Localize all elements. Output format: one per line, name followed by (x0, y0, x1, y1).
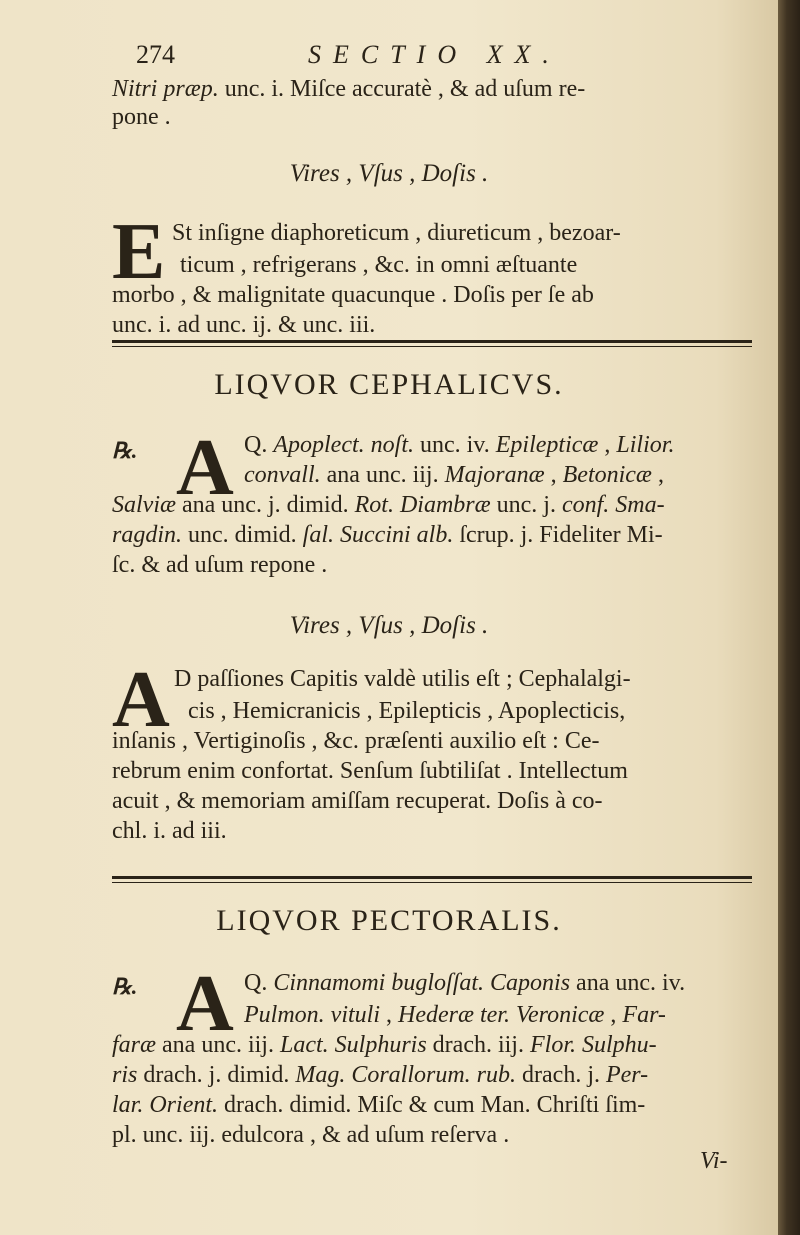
recipe1-line-3: Salviæ ana unc. j. dimid. Rot. Diambræ unc. j. conf. Sma- (112, 492, 665, 518)
recipe1-line-2: convall. ana unc. iij. Majoranæ , Betonicæ , (244, 462, 664, 488)
catchword: Vi- (700, 1148, 728, 1174)
recipe2-line-4: ris drach. j. dimid. Mag. Corallorum. rub. drach. j. Per- (112, 1062, 649, 1088)
recipe1-text-line-2: cis , Hemicranicis , Epilepticis , Apoplecticis, (188, 698, 626, 724)
intro-line-2: pone . (112, 104, 171, 130)
intro-line-1: Nitri præp. unc. i. Miſce accuratè , & ad uſum re- (112, 76, 586, 102)
recipe2-line-1: Q. Cinnamomi bugloſſat. Caponis ana unc. iv. (244, 970, 686, 996)
recipe1-line-1: Q. Apoplect. noſt. unc. iv. Epilepticæ , Lilior. (244, 432, 675, 458)
recipe2-line-6: pl. unc. iij. edulcora , & ad uſum reſerva . (112, 1122, 510, 1148)
recipe2-line-3: faræ ana unc. iij. Lact. Sulphuris drach. iij. Flor. Sulphu- (112, 1032, 657, 1058)
recipe1-line-4: ragdin. unc. dimid. ſal. Succini alb. ſcrup. j. Fideliter Mi- (112, 522, 663, 548)
section-rule-1 (112, 340, 752, 343)
recipe1-text-line-6: chl. i. ad iii. (112, 818, 227, 844)
recipe1-text-line-4: rebrum enim confortat. Senſum ſubtiliſat . Intellectum (112, 758, 628, 784)
recipe2-line-5: lar. Orient. drach. dimid. Miſc & cum Man. Chriſti ſim- (112, 1092, 646, 1118)
recipe1-text-dropcap: A (112, 656, 170, 744)
section1-subheading: Vires , Vſus , Doſis . (289, 160, 489, 187)
recipe2-title: LIQVOR PECTORALIS. (216, 904, 562, 937)
running-head: SECTIO XX. (308, 40, 561, 69)
page-header (136, 40, 756, 76)
recipe1-text-line-3: inſanis , Vertiginoſis , &c. præſenti auxilio eſt : Ce- (112, 728, 600, 754)
recipe1-title: LIQVOR CEPHALICVS. (214, 368, 564, 401)
recipe1-rx-symbol: ℞. (112, 438, 138, 463)
section1-line-2: ticum , refrigerans , &c. in omni æſtuante (180, 252, 578, 278)
page-number: 274 (136, 40, 175, 69)
recipe2-line-2: Pulmon. vituli , Hederæ ter. Veronicæ , Far- (244, 1002, 666, 1028)
recipe1-text-line-5: acuit , & memoriam amiſſam recuperat. Doſis à co- (112, 788, 603, 814)
recipe1-subheading: Vires , Vſus , Doſis . (289, 612, 489, 639)
section1-dropcap: E (112, 208, 166, 296)
recipe1-line-5: ſc. & ad uſum repone . (112, 552, 328, 578)
section1-line-3: morbo , & malignitate quacunque . Doſis per ſe ab (112, 282, 594, 308)
recipe2-rx-symbol: ℞. (112, 974, 138, 999)
section1-line-4: unc. i. ad unc. ij. & unc. iii. (112, 312, 376, 338)
section1-line-1: St inſigne diaphoreticum , diureticum , bezoar- (172, 220, 621, 246)
section-rule-2 (112, 876, 752, 879)
recipe2-dropcap: A (176, 960, 234, 1048)
recipe1-dropcap: A (176, 424, 234, 512)
book-gutter (778, 0, 800, 1235)
recipe1-text-line-1: D paſſiones Capitis valdè utilis eſt ; Cephalalgi- (174, 666, 631, 692)
